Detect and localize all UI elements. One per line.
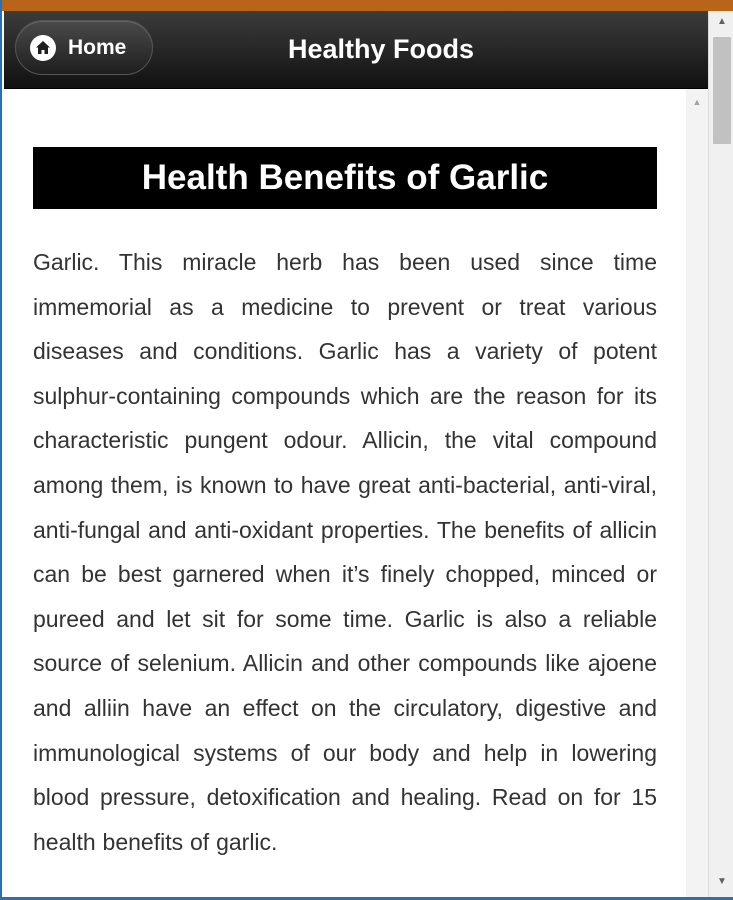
content-scrollbar[interactable] [686,89,708,897]
home-icon [30,35,56,61]
arrow-up-icon[interactable]: ▲ [692,97,702,107]
arrow-up-icon[interactable]: ▲ [717,16,727,27]
window-top-accent [2,0,733,11]
arrow-down-icon[interactable]: ▼ [717,876,727,887]
home-button[interactable] [15,20,153,75]
scrollbar-thumb[interactable] [713,37,731,144]
article-title: Health Benefits of Garlic [33,147,657,209]
home-button-label: Home [68,35,127,59]
article-body: Garlic. This miracle herb has been used since time immemorial as a medicine to prevent or treat various diseases and conditions. Garlic has a variety of potent sulphur-containing compounds which are the reason for its characteristic pungent odour. Allicin, the vital compound among them, is known to have great anti-bacterial, anti-viral, anti-fungal and anti-oxidant properties. The benefits of allicin can be best garnered when it’s finely chopped, minced or pureed and let sit for some time. Garlic is also a reliable source of selenium. Allicin and other compounds like ajoene and alliin have an effect on the circulatory, digestive and immunological systems of our body and help in lowering blood pressure, detoxification and healing. Read on for 15 health benefits of garlic. [33,249,657,855]
app-header [4,11,708,89]
window-scrollbar[interactable] [708,11,733,897]
content-area [4,89,686,897]
page-title: Healthy Foods [287,34,475,64]
